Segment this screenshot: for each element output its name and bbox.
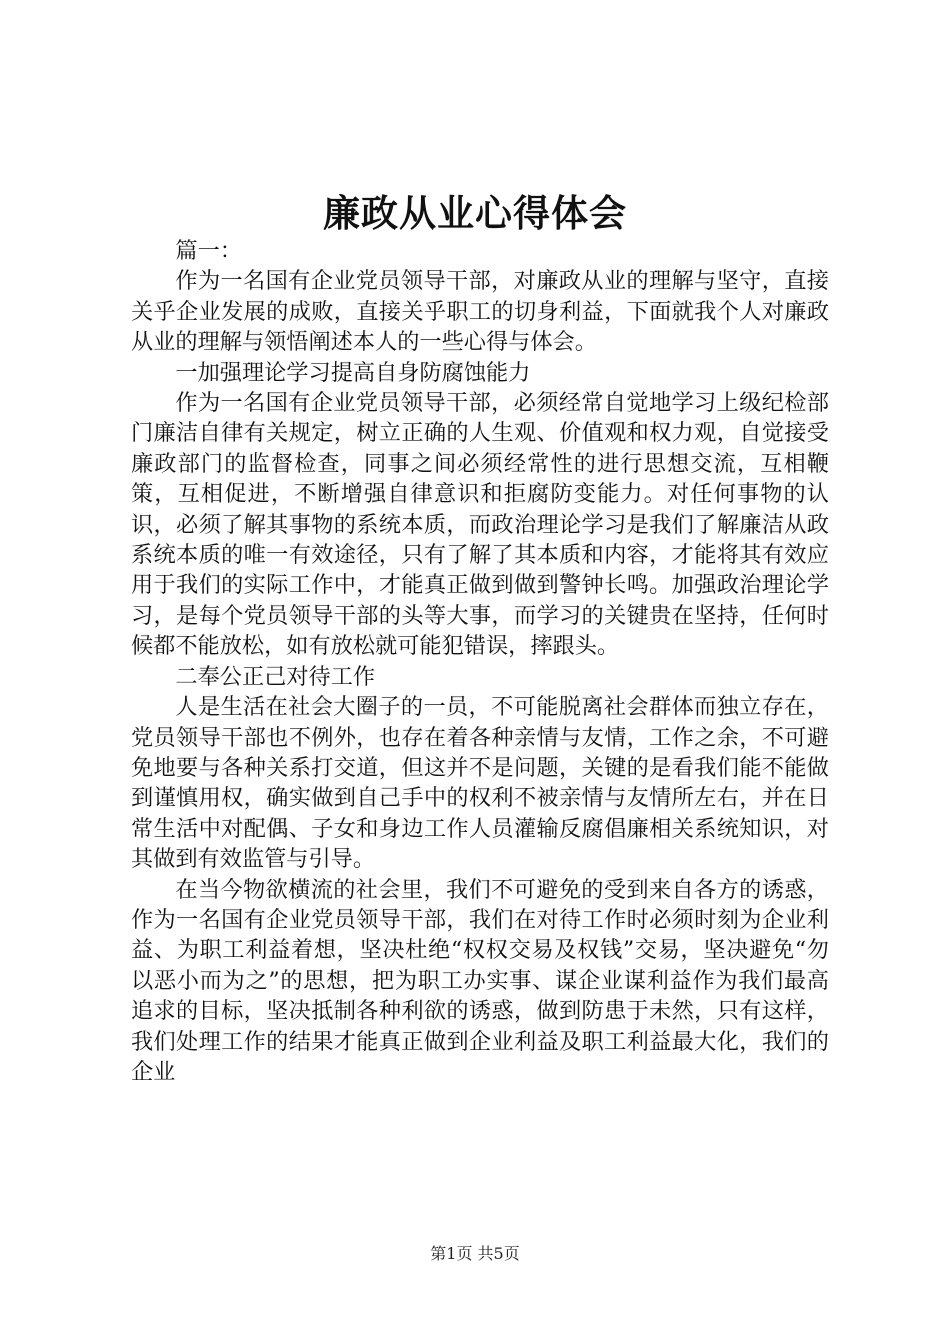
paragraph-heading-one: 一加强理论学习提高自身防腐蚀能力 [175, 359, 531, 386]
document-title: 廉政从业心得体会 [323, 191, 627, 235]
document-body [131, 236, 829, 1087]
page-footer: 第1页 共5页 [430, 1244, 520, 1263]
paragraph-section-label: 篇一： [175, 238, 242, 264]
paragraph-temptation: 在当今物欲横流的社会里，我们不可避免的受到来自各方的诱惑，作为一名国有企业党员领导干部，我们在对待工作时必须时刻为企业利益、为职工利益着想，坚决杜绝“权权交易及权钱”交易，坚决避免“勿以恶小而为之”的思想，把为职工办实事、谋企业谋利益作为我们最高追求的目标，坚决抵制各种利欲的诱惑，做到防患于未然，只有这样，我们处理工作的结果才能真正做到企业利益及职工利益最大化，我们的企业 [131, 876, 829, 1085]
paragraph-relations: 人是生活在社会大圈子的一员，不可能脱离社会群体而独立存在，党员领导干部也不例外，也存在着各种亲情与友情，工作之余，不可避免地要与各种关系打交道，但这并不是问题，关键的是看我们能不能做到谨慎用权，确实做到自己手中的权利不被亲情与友情所左右，并在日常生活中对配偶、子女和身边工作人员灌输反腐倡廉相关系统知识，对其做到有效监管与引导。 [131, 694, 829, 873]
paragraph-intro: 作为一名国有企业党员领导干部，对廉政从业的理解与坚守，直接关乎企业发展的成败，直接关乎职工的切身利益，下面就我个人对廉政从业的理解与领悟阐述本人的一些心得与体会。 [131, 268, 829, 356]
paragraph-heading-two: 二奉公正己对待工作 [175, 663, 376, 690]
paragraph-theory-study: 作为一名国有企业党员领导干部，必须经常自觉地学习上级纪检部门廉洁自律有关规定，树立正确的人生观、价值观和权力观，自觉接受廉政部门的监督检查，同事之间必须经常性的进行思想交流，互相鞭策，互相促进，不断增强自律意识和拒腐防变能力。对任何事物的认识，必须了解其事物的系统本质，而政治理论学习是我们了解廉洁从政系统本质的唯一有效途径，只有了解了其本质和内容，才能将其有效应用于我们的实际工作中，才能真正做到做到警钟长鸣。加强政治理论学习，是每个党员领导干部的头等大事，而学习的关键贵在坚持，任何时候都不能放松，如有放松就可能犯错误，摔跟头。 [131, 390, 829, 660]
